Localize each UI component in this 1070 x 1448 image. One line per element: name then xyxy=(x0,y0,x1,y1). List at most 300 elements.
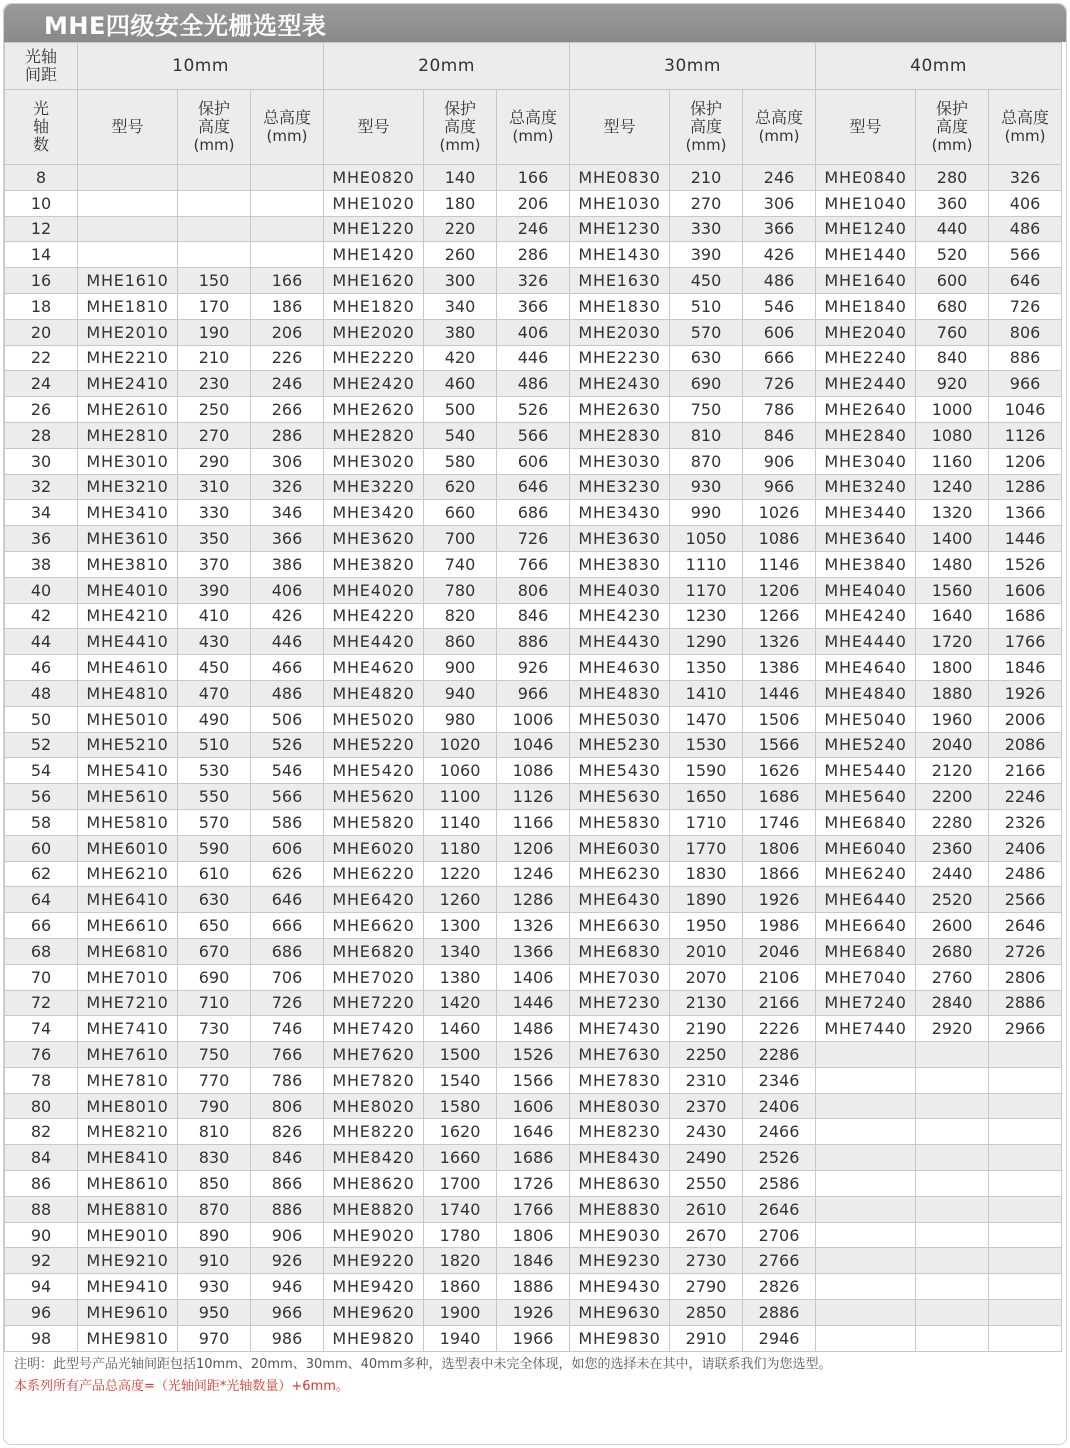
table-row xyxy=(5,655,1062,681)
cell-protect-height: 1820 xyxy=(424,1248,497,1274)
cell-model: MHE6640 xyxy=(816,913,916,939)
cell-protect-height: 890 xyxy=(178,1222,251,1248)
cell-total-height: 206 xyxy=(251,319,324,345)
cell-model xyxy=(78,216,178,242)
cell-total-height: 2486 xyxy=(989,861,1062,887)
cell-axis-count: 32 xyxy=(5,474,78,500)
cell-total-height: 606 xyxy=(743,319,816,345)
cell-model: MHE2030 xyxy=(570,319,670,345)
cell-model: MHE5020 xyxy=(324,706,424,732)
cell-model xyxy=(816,1145,916,1171)
col-protect-unit: (mm) xyxy=(931,136,973,154)
cell-model: MHE8010 xyxy=(78,1093,178,1119)
cell-model: MHE9620 xyxy=(324,1300,424,1326)
spacing-label-text: 光轴 间距 xyxy=(24,47,57,84)
cell-axis-count: 72 xyxy=(5,990,78,1016)
cell-total-height: 466 xyxy=(251,655,324,681)
selection-table xyxy=(4,42,1062,1352)
cell-model: MHE7420 xyxy=(324,1016,424,1042)
cell-protect-height: 630 xyxy=(178,887,251,913)
cell-model: MHE6020 xyxy=(324,835,424,861)
cell-model: MHE7440 xyxy=(816,1016,916,1042)
cell-model: MHE2610 xyxy=(78,397,178,423)
cell-total-height: 406 xyxy=(251,577,324,603)
cell-total-height: 906 xyxy=(743,448,816,474)
cell-protect-height: 350 xyxy=(178,526,251,552)
cell-model: MHE7830 xyxy=(570,1067,670,1093)
cell-protect-height: 2520 xyxy=(916,887,989,913)
cell-model xyxy=(816,1222,916,1248)
cell-total-height: 886 xyxy=(497,629,570,655)
cell-protect-height: 1660 xyxy=(424,1145,497,1171)
cell-model: MHE6830 xyxy=(570,938,670,964)
cell-model: MHE9430 xyxy=(570,1274,670,1300)
cell-protect-height: 2200 xyxy=(916,784,989,810)
cell-axis-count: 28 xyxy=(5,422,78,448)
cell-model: MHE7210 xyxy=(78,990,178,1016)
cell-protect-height: 2190 xyxy=(670,1016,743,1042)
cell-total-height xyxy=(989,1145,1062,1171)
cell-protect-height: 900 xyxy=(424,655,497,681)
count-label xyxy=(5,90,78,165)
col-total-unit: (mm) xyxy=(512,127,554,145)
table-row xyxy=(5,397,1062,423)
cell-model xyxy=(816,1171,916,1197)
cell-protect-height: 570 xyxy=(178,809,251,835)
cell-total-height: 326 xyxy=(251,474,324,500)
cell-protect-height: 610 xyxy=(178,861,251,887)
cell-axis-count: 94 xyxy=(5,1274,78,1300)
table-row xyxy=(5,990,1062,1016)
cell-axis-count: 52 xyxy=(5,732,78,758)
cell-total-height: 606 xyxy=(251,835,324,861)
col-total-height xyxy=(251,90,324,165)
cell-axis-count: 56 xyxy=(5,784,78,810)
table-row xyxy=(5,1325,1062,1351)
cell-total-height: 546 xyxy=(743,293,816,319)
col-total-unit: (mm) xyxy=(758,127,800,145)
col-protect-label: 保护 高度 xyxy=(690,99,723,136)
cell-total-height: 966 xyxy=(497,680,570,706)
table-row xyxy=(5,577,1062,603)
cell-model: MHE4440 xyxy=(816,629,916,655)
cell-model: MHE2040 xyxy=(816,319,916,345)
cell-model: MHE4030 xyxy=(570,577,670,603)
cell-model: MHE6040 xyxy=(816,835,916,861)
cell-model: MHE8420 xyxy=(324,1145,424,1171)
cell-total-height: 1506 xyxy=(743,706,816,732)
cell-protect-height: 570 xyxy=(670,319,743,345)
cell-total-height: 1766 xyxy=(989,629,1062,655)
cell-protect-height: 650 xyxy=(178,913,251,939)
cell-protect-height: 990 xyxy=(670,500,743,526)
cell-total-height xyxy=(989,1248,1062,1274)
cell-model: MHE7810 xyxy=(78,1067,178,1093)
cell-model: MHE1240 xyxy=(816,216,916,242)
cell-axis-count: 80 xyxy=(5,1093,78,1119)
cell-protect-height: 390 xyxy=(670,242,743,268)
cell-model: MHE5420 xyxy=(324,758,424,784)
cell-protect-height: 1860 xyxy=(424,1274,497,1300)
cell-model: MHE4830 xyxy=(570,680,670,706)
cell-protect-height: 950 xyxy=(178,1300,251,1326)
cell-axis-count: 90 xyxy=(5,1222,78,1248)
table-row xyxy=(5,809,1062,835)
col-model: 型号 xyxy=(816,90,916,165)
cell-protect-height: 180 xyxy=(424,190,497,216)
cell-axis-count: 46 xyxy=(5,655,78,681)
cell-total-height: 486 xyxy=(989,216,1062,242)
cell-total-height xyxy=(989,1171,1062,1197)
cell-protect-height: 2670 xyxy=(670,1222,743,1248)
cell-protect-height: 1160 xyxy=(916,448,989,474)
cell-total-height: 966 xyxy=(743,474,816,500)
cell-protect-height: 510 xyxy=(178,732,251,758)
cell-protect-height: 1590 xyxy=(670,758,743,784)
cell-axis-count: 54 xyxy=(5,758,78,784)
cell-total-height: 2006 xyxy=(989,706,1062,732)
cell-model: MHE3430 xyxy=(570,500,670,526)
cell-axis-count: 86 xyxy=(5,1171,78,1197)
cell-total-height: 2526 xyxy=(743,1145,816,1171)
cell-total-height: 1606 xyxy=(497,1093,570,1119)
cell-model: MHE2220 xyxy=(324,345,424,371)
cell-total-height xyxy=(989,1300,1062,1326)
cell-model xyxy=(816,1067,916,1093)
cell-total-height: 1846 xyxy=(497,1248,570,1274)
cell-model: MHE8020 xyxy=(324,1093,424,1119)
table-row xyxy=(5,551,1062,577)
col-protect-height xyxy=(178,90,251,165)
table-row xyxy=(5,1248,1062,1274)
cell-total-height: 1286 xyxy=(497,887,570,913)
cell-model xyxy=(816,1196,916,1222)
cell-axis-count: 26 xyxy=(5,397,78,423)
cell-model: MHE7630 xyxy=(570,1042,670,1068)
cell-protect-height xyxy=(178,242,251,268)
cell-protect-height: 1960 xyxy=(916,706,989,732)
cell-model: MHE4420 xyxy=(324,629,424,655)
cell-protect-height: 210 xyxy=(670,165,743,191)
cell-axis-count: 92 xyxy=(5,1248,78,1274)
cell-model: MHE4220 xyxy=(324,603,424,629)
cell-protect-height: 750 xyxy=(670,397,743,423)
cell-total-height: 706 xyxy=(251,964,324,990)
cell-model: MHE7430 xyxy=(570,1016,670,1042)
cell-model: MHE7020 xyxy=(324,964,424,990)
cell-model: MHE6430 xyxy=(570,887,670,913)
cell-model: MHE3230 xyxy=(570,474,670,500)
cell-total-height: 2886 xyxy=(743,1300,816,1326)
cell-model: MHE3040 xyxy=(816,448,916,474)
table-row xyxy=(5,293,1062,319)
cell-model xyxy=(816,1093,916,1119)
table-row xyxy=(5,706,1062,732)
cell-model: MHE1430 xyxy=(570,242,670,268)
cell-total-height: 1446 xyxy=(497,990,570,1016)
col-protect-label: 保护 高度 xyxy=(444,99,477,136)
cell-model: MHE8810 xyxy=(78,1196,178,1222)
cell-protect-height: 1560 xyxy=(916,577,989,603)
cell-protect-height: 1500 xyxy=(424,1042,497,1068)
cell-total-height: 166 xyxy=(251,268,324,294)
cell-model: MHE1220 xyxy=(324,216,424,242)
cell-model: MHE6420 xyxy=(324,887,424,913)
cell-protect-height: 280 xyxy=(916,165,989,191)
cell-total-height: 2586 xyxy=(743,1171,816,1197)
col-total-unit: (mm) xyxy=(1004,127,1046,145)
cell-axis-count: 50 xyxy=(5,706,78,732)
cell-total-height: 646 xyxy=(251,887,324,913)
cell-total-height: 1386 xyxy=(743,655,816,681)
note-formula: 本系列所有产品总高度=（光轴间距*光轴数量）+6mm。 xyxy=(14,1379,349,1394)
table-row xyxy=(5,1067,1062,1093)
cell-protect-height xyxy=(916,1145,989,1171)
cell-model: MHE2630 xyxy=(570,397,670,423)
col-total-height xyxy=(497,90,570,165)
cell-total-height: 2406 xyxy=(743,1093,816,1119)
cell-model: MHE4840 xyxy=(816,680,916,706)
cell-protect-height: 810 xyxy=(178,1119,251,1145)
cell-protect-height: 870 xyxy=(670,448,743,474)
cell-model xyxy=(816,1248,916,1274)
cell-model: MHE2620 xyxy=(324,397,424,423)
cell-model xyxy=(816,1325,916,1351)
cell-protect-height: 2760 xyxy=(916,964,989,990)
cell-model xyxy=(78,165,178,191)
cell-model: MHE5240 xyxy=(816,732,916,758)
cell-protect-height: 1350 xyxy=(670,655,743,681)
cell-protect-height: 1880 xyxy=(916,680,989,706)
cell-total-height xyxy=(989,1067,1062,1093)
col-protect-unit: (mm) xyxy=(685,136,727,154)
cell-protect-height: 2430 xyxy=(670,1119,743,1145)
cell-protect-height: 1220 xyxy=(424,861,497,887)
cell-model: MHE3220 xyxy=(324,474,424,500)
spacing-10mm: 10mm xyxy=(78,43,324,90)
cell-model: MHE9820 xyxy=(324,1325,424,1351)
table-row xyxy=(5,1300,1062,1326)
cell-total-height: 246 xyxy=(497,216,570,242)
col-protect-height xyxy=(916,90,989,165)
col-total-label: 总高度 xyxy=(509,108,558,127)
cell-model: MHE9220 xyxy=(324,1248,424,1274)
cell-protect-height: 2910 xyxy=(670,1325,743,1351)
cell-model: MHE3840 xyxy=(816,551,916,577)
cell-protect-height: 760 xyxy=(916,319,989,345)
cell-total-height: 1026 xyxy=(743,500,816,526)
table-row xyxy=(5,1196,1062,1222)
cell-model: MHE1030 xyxy=(570,190,670,216)
cell-protect-height: 700 xyxy=(424,526,497,552)
cell-model: MHE2840 xyxy=(816,422,916,448)
cell-protect-height: 300 xyxy=(424,268,497,294)
cell-axis-count: 98 xyxy=(5,1325,78,1351)
cell-total-height: 2766 xyxy=(743,1248,816,1274)
cell-model: MHE7820 xyxy=(324,1067,424,1093)
cell-axis-count: 96 xyxy=(5,1300,78,1326)
cell-model: MHE3610 xyxy=(78,526,178,552)
table-row xyxy=(5,784,1062,810)
cell-protect-height: 1080 xyxy=(916,422,989,448)
cell-total-height: 2106 xyxy=(743,964,816,990)
cell-total-height: 786 xyxy=(743,397,816,423)
cell-model: MHE9020 xyxy=(324,1222,424,1248)
cell-model: MHE4610 xyxy=(78,655,178,681)
cell-total-height: 1886 xyxy=(497,1274,570,1300)
cell-total-height: 646 xyxy=(989,268,1062,294)
cell-total-height: 906 xyxy=(251,1222,324,1248)
table-row xyxy=(5,474,1062,500)
cell-protect-height: 1110 xyxy=(670,551,743,577)
cell-total-height xyxy=(251,242,324,268)
cell-total-height: 2046 xyxy=(743,938,816,964)
page-title: MHE四级安全光栅选型表 xyxy=(44,11,327,40)
cell-total-height: 1166 xyxy=(497,809,570,835)
cell-protect-height: 2490 xyxy=(670,1145,743,1171)
cell-protect-height: 2920 xyxy=(916,1016,989,1042)
cell-protect-height: 690 xyxy=(670,371,743,397)
col-total-height xyxy=(989,90,1062,165)
cell-protect-height: 580 xyxy=(424,448,497,474)
cell-total-height: 1926 xyxy=(743,887,816,913)
cell-total-height: 1566 xyxy=(743,732,816,758)
cell-protect-height: 2360 xyxy=(916,835,989,861)
cell-axis-count: 20 xyxy=(5,319,78,345)
cell-protect-height: 1940 xyxy=(424,1325,497,1351)
table-row xyxy=(5,913,1062,939)
cell-total-height: 646 xyxy=(497,474,570,500)
cell-total-height: 2886 xyxy=(989,990,1062,1016)
cell-protect-height: 1740 xyxy=(424,1196,497,1222)
cell-model: MHE2430 xyxy=(570,371,670,397)
cell-model: MHE1020 xyxy=(324,190,424,216)
cell-protect-height: 1640 xyxy=(916,603,989,629)
cell-total-height: 1206 xyxy=(743,577,816,603)
cell-total-height: 1046 xyxy=(497,732,570,758)
cell-protect-height: 1420 xyxy=(424,990,497,1016)
cell-total-height: 1606 xyxy=(989,577,1062,603)
cell-protect-height: 1470 xyxy=(670,706,743,732)
cell-model: MHE2410 xyxy=(78,371,178,397)
cell-model: MHE9010 xyxy=(78,1222,178,1248)
cell-protect-height: 1180 xyxy=(424,835,497,861)
cell-total-height: 1266 xyxy=(743,603,816,629)
cell-protect-height xyxy=(916,1222,989,1248)
cell-model: MHE8220 xyxy=(324,1119,424,1145)
cell-total-height: 366 xyxy=(251,526,324,552)
cell-protect-height: 150 xyxy=(178,268,251,294)
cell-protect-height: 1460 xyxy=(424,1016,497,1042)
note-spacing: 注明：此型号产品光轴间距包括10mm、20mm、30mm、40mm多种，选型表中未完全体现，如您的选择未在其中，请联系我们为您选型。 xyxy=(14,1357,832,1372)
cell-protect-height xyxy=(916,1042,989,1068)
col-total-label: 总高度 xyxy=(755,108,804,127)
cell-protect-height xyxy=(916,1248,989,1274)
cell-total-height: 366 xyxy=(497,293,570,319)
cell-total-height: 2646 xyxy=(743,1196,816,1222)
table-row xyxy=(5,1042,1062,1068)
cell-total-height: 246 xyxy=(743,165,816,191)
cell-axis-count: 22 xyxy=(5,345,78,371)
cell-protect-height: 2010 xyxy=(670,938,743,964)
cell-model: MHE3210 xyxy=(78,474,178,500)
cell-model: MHE9610 xyxy=(78,1300,178,1326)
cell-model: MHE2830 xyxy=(570,422,670,448)
cell-total-height: 826 xyxy=(251,1119,324,1145)
cell-axis-count: 36 xyxy=(5,526,78,552)
cell-total-height: 546 xyxy=(251,758,324,784)
cell-protect-height: 430 xyxy=(178,629,251,655)
table-row xyxy=(5,1119,1062,1145)
cell-protect-height: 770 xyxy=(178,1067,251,1093)
table-row xyxy=(5,1222,1062,1248)
cell-model: MHE4410 xyxy=(78,629,178,655)
table-row xyxy=(5,268,1062,294)
cell-protect-height: 860 xyxy=(424,629,497,655)
cell-total-height xyxy=(989,1196,1062,1222)
cell-total-height: 526 xyxy=(497,397,570,423)
cell-model: MHE6230 xyxy=(570,861,670,887)
cell-axis-count: 16 xyxy=(5,268,78,294)
cell-axis-count: 38 xyxy=(5,551,78,577)
cell-total-height: 1646 xyxy=(497,1119,570,1145)
cell-total-height: 2226 xyxy=(743,1016,816,1042)
cell-model: MHE4640 xyxy=(816,655,916,681)
cell-protect-height: 1240 xyxy=(916,474,989,500)
col-total-unit: (mm) xyxy=(266,127,308,145)
cell-protect-height: 780 xyxy=(424,577,497,603)
cell-model: MHE6820 xyxy=(324,938,424,964)
cell-total-height: 1126 xyxy=(497,784,570,810)
cell-protect-height: 670 xyxy=(178,938,251,964)
table-row xyxy=(5,1145,1062,1171)
cell-model: MHE8630 xyxy=(570,1171,670,1197)
cell-model: MHE3810 xyxy=(78,551,178,577)
cell-protect-height: 1650 xyxy=(670,784,743,810)
cell-total-height: 186 xyxy=(251,293,324,319)
cell-protect-height: 260 xyxy=(424,242,497,268)
cell-total-height: 986 xyxy=(251,1325,324,1351)
cell-model: MHE9810 xyxy=(78,1325,178,1351)
cell-total-height: 286 xyxy=(251,422,324,448)
cell-model xyxy=(816,1119,916,1145)
cell-total-height: 1926 xyxy=(989,680,1062,706)
cell-protect-height: 2310 xyxy=(670,1067,743,1093)
cell-model: MHE8830 xyxy=(570,1196,670,1222)
cell-model: MHE6010 xyxy=(78,835,178,861)
cell-total-height: 886 xyxy=(989,345,1062,371)
cell-axis-count: 10 xyxy=(5,190,78,216)
cell-model: MHE7220 xyxy=(324,990,424,1016)
cell-protect-height: 930 xyxy=(670,474,743,500)
cell-protect-height: 680 xyxy=(916,293,989,319)
cell-model: MHE4620 xyxy=(324,655,424,681)
cell-total-height: 806 xyxy=(989,319,1062,345)
cell-protect-height: 530 xyxy=(178,758,251,784)
cell-total-height: 1526 xyxy=(497,1042,570,1068)
cell-protect-height: 210 xyxy=(178,345,251,371)
table-row xyxy=(5,861,1062,887)
cell-protect-height xyxy=(916,1093,989,1119)
cell-total-height: 2346 xyxy=(743,1067,816,1093)
cell-total-height: 1686 xyxy=(989,603,1062,629)
cell-axis-count: 14 xyxy=(5,242,78,268)
cell-model: MHE1230 xyxy=(570,216,670,242)
title-bar xyxy=(4,4,1066,42)
cell-total-height: 1686 xyxy=(497,1145,570,1171)
cell-model: MHE8820 xyxy=(324,1196,424,1222)
cell-model: MHE9210 xyxy=(78,1248,178,1274)
